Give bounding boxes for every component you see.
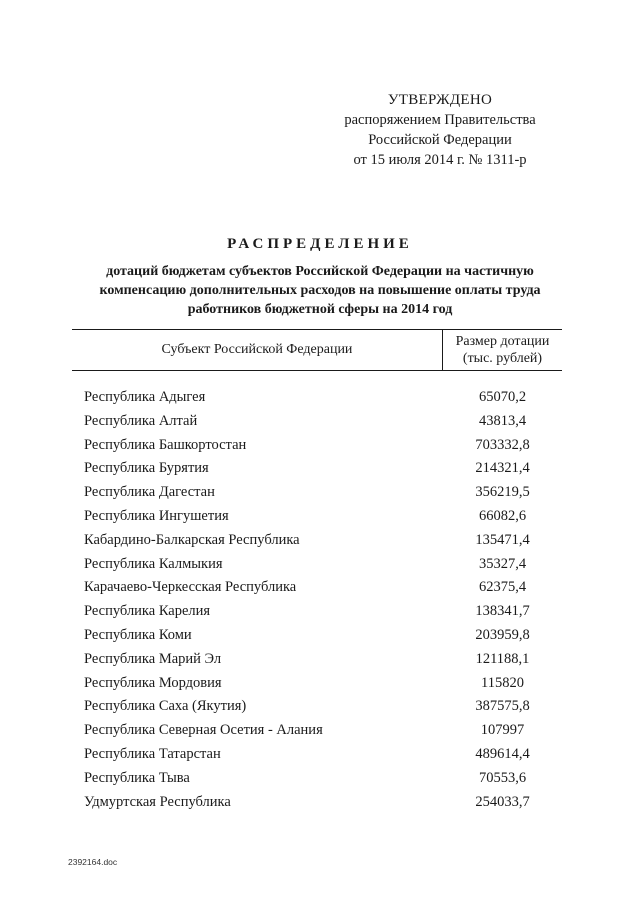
row-subject: Карачаево-Черкесская Республика <box>84 579 297 596</box>
row-subject: Республика Адыгея <box>84 389 206 405</box>
approval-block <box>330 90 550 170</box>
approval-line-2: Российской Федерации <box>368 132 512 148</box>
header-subject: Субъект Российской Федерации <box>161 342 353 357</box>
header-amount <box>443 333 562 367</box>
row-subject: Республика Марий Эл <box>84 650 222 667</box>
approval-line-3: от 15 июля 2014 г. № 1311-р <box>353 152 527 168</box>
row-amount: 214321,4 <box>475 460 530 477</box>
row-subject: Республика Татарстан <box>84 745 221 762</box>
table-row <box>72 648 562 672</box>
table-row <box>72 386 562 410</box>
table-row <box>72 624 562 648</box>
row-subject: Республика Дагестан <box>84 484 215 501</box>
table-row <box>72 743 562 767</box>
row-subject: Республика Башкортостан <box>84 436 247 453</box>
row-subject: Республика Калмыкия <box>84 555 223 572</box>
table-body <box>72 386 562 814</box>
row-subject: Республика Северная Осетия - Алания <box>84 722 323 739</box>
table-row <box>72 410 562 434</box>
file-code: 2392164.doc <box>68 857 118 867</box>
header-amount-line-1: Размер дотации <box>455 334 550 349</box>
table-row <box>72 719 562 743</box>
row-subject: Республика Алтай <box>84 412 198 429</box>
row-subject: Республика Тыва <box>84 769 190 786</box>
row-amount: 70553,6 <box>478 769 527 786</box>
table-row <box>72 481 562 505</box>
subtitle-line-3: работников бюджетной сферы на 2014 год <box>187 302 453 317</box>
table-row <box>72 695 562 719</box>
document-title: РАСПРЕДЕЛЕНИЕ <box>227 236 413 252</box>
table-row <box>72 434 562 458</box>
approval-line-1: распоряжением Правительства <box>344 112 536 128</box>
row-amount: 356219,5 <box>475 484 530 501</box>
row-subject: Удмуртская Республика <box>84 793 231 810</box>
table-row <box>72 791 562 815</box>
row-subject: Республика Коми <box>84 626 192 643</box>
row-amount: 66082,6 <box>478 507 527 524</box>
row-amount: 35327,4 <box>478 555 527 572</box>
table-row <box>72 457 562 481</box>
row-amount: 138341,7 <box>475 603 530 620</box>
row-subject: Республика Карелия <box>84 603 211 620</box>
table-row <box>72 767 562 791</box>
row-amount: 387575,8 <box>475 698 530 715</box>
subtitle-line-1: дотаций бюджетам субъектов Российской Федерации на частичную <box>106 264 534 279</box>
row-subject: Республика Саха (Якутия) <box>84 698 247 715</box>
table-row <box>72 529 562 553</box>
row-subject: Республика Ингушетия <box>84 507 229 524</box>
table-row <box>72 672 562 696</box>
document-subtitle <box>60 262 580 319</box>
row-amount: 121188,1 <box>475 650 530 667</box>
approval-heading: УТВЕРЖДЕНО <box>387 92 493 108</box>
table-header <box>72 329 562 371</box>
table-row <box>72 553 562 577</box>
row-amount: 203959,8 <box>475 626 530 643</box>
row-amount: 135471,4 <box>475 531 530 548</box>
row-amount: 254033,7 <box>475 793 530 810</box>
table-row <box>72 505 562 529</box>
table-row <box>72 600 562 624</box>
row-amount: 62375,4 <box>478 579 527 596</box>
header-amount-line-2: (тыс. рублей) <box>462 351 543 366</box>
row-amount: 43813,4 <box>478 412 527 429</box>
row-amount: 489614,4 <box>475 745 530 762</box>
row-amount: 115820 <box>481 674 524 691</box>
row-amount: 65070,2 <box>478 389 527 405</box>
row-subject: Республика Бурятия <box>84 460 209 477</box>
subtitle-line-2: компенсацию дополнительных расходов на повышение оплаты труда <box>99 283 541 298</box>
row-subject: Республика Мордовия <box>84 674 222 691</box>
distribution-table <box>72 329 562 814</box>
row-amount: 107997 <box>480 722 525 739</box>
row-subject: Кабардино-Балкарская Республика <box>84 531 300 548</box>
table-row <box>72 576 562 600</box>
row-amount: 703332,8 <box>475 436 530 453</box>
